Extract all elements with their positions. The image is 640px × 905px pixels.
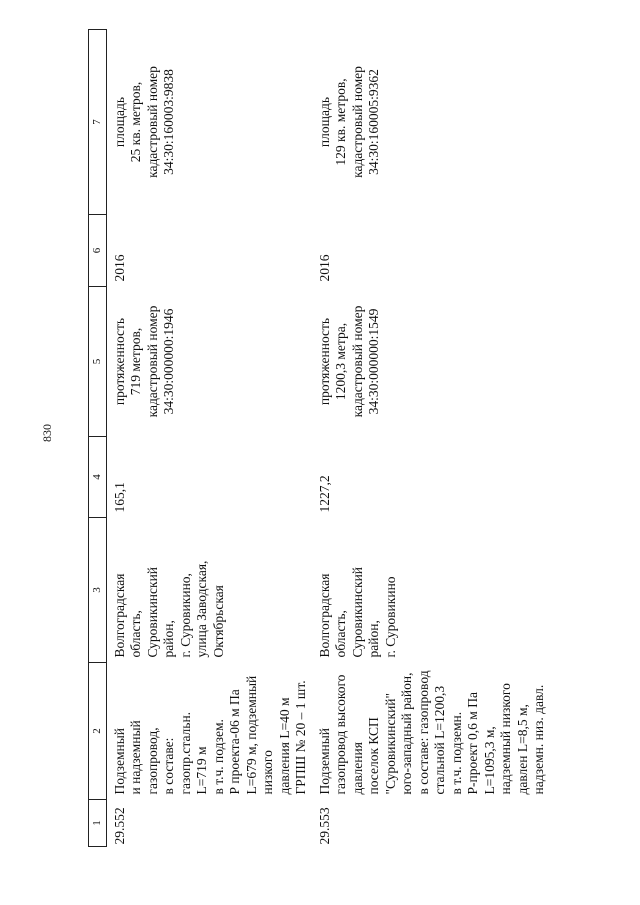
object-address-line: Волгоградская [317,573,332,658]
object-characteristics-line: 1200,3 метра, [333,322,349,401]
object-characteristics-line: кадастровый номер [349,305,365,418]
object-address-line: г. Суровикино [382,576,398,658]
object-address [107,518,313,663]
object-characteristics-line: 34:30:000000:1549 [366,308,382,415]
object-address-line: Суровикинский [349,566,365,658]
column-number: 3 [89,518,107,663]
object-characteristics-line: кадастровый номер [144,305,160,418]
object-description-line: газопр.стальн. [177,711,193,795]
object-description-line: надземный низкого [498,683,514,795]
object-description-line: Подземный [317,727,332,795]
object-value: 165,1 [112,482,127,513]
object-description-line: давления L=40 м [276,697,292,795]
column-number: 2 [89,663,107,800]
object-characteristics-line: протяженность [112,317,127,406]
object-note-line: 129 кв. метров, [333,78,349,166]
object-address-line: улица Заводская, [194,560,210,658]
object-note-line: площадь [112,96,127,148]
object-address-line: область, [333,610,349,658]
object-description-line: "Суровикинский" [382,692,398,795]
object-characteristics-line: 34:30:000000:1946 [161,308,177,415]
object-description-line: в т.ч. подземн. [448,711,464,795]
object-description-line: Подземный [112,727,127,795]
object-description-line: Р проекта-06 м Па [227,689,243,795]
object-characteristics-line: протяженность [317,317,332,406]
object-description-line: стальной L=1200,3 [432,685,448,795]
column-number: 5 [89,287,107,437]
row-number: 29.552 [112,807,127,845]
object-address-line: г. Суровикино, [177,573,193,658]
object-description-line: L=1095,3 м, [481,726,497,795]
column-number: 7 [89,30,107,215]
object-description-line: ГРПШ № 20 – 1 шт. [293,680,309,795]
object-description-line: давлен L=8,5 м, [514,704,530,795]
object-description-line: в т.ч. подзем. [210,719,226,795]
object-address-line: Суровикинский [144,566,160,658]
object-note-line: кадастровый номер [144,66,160,178]
object-note [107,30,313,215]
object-description-line: в составе: газопровод [415,670,431,795]
object-description-line: L=719 м [194,746,210,795]
object-description-line: L=679 м, подземный [243,675,259,795]
object-address-line: район, [161,620,177,658]
row-number: 29.553 [317,807,332,845]
object-description-line: низкого [260,750,276,795]
object-description-line: давления [349,742,365,795]
object-value: 1227,2 [317,475,332,513]
object-description-line: и надземный [128,720,144,795]
object-note-line: 25 кв. метров, [128,81,144,163]
object-description [107,663,313,800]
registry-table [88,29,548,847]
object-description-line: газопровод высокого [333,674,349,795]
object-description-line: юго-западный район, [399,672,415,795]
object-address-line: Октябрьская [210,585,226,658]
object-note-line: 34:30:160003:9838 [161,69,177,175]
object-note-line: кадастровый номер [349,66,365,178]
column-number: 4 [89,437,107,518]
commission-year: 2016 [112,254,127,282]
object-note [312,30,548,215]
object-note-line: 34:30:160005:9362 [366,69,382,175]
object-address-line: район, [366,620,382,658]
object-note-line: площадь [317,96,332,148]
page-number: 830 [40,424,54,442]
object-characteristics [107,287,313,437]
column-number: 6 [89,215,107,287]
table-row [312,30,548,847]
object-address [312,518,548,663]
object-characteristics [312,287,548,437]
column-number: 1 [89,800,107,847]
object-description-line: газопровод, [144,727,160,795]
object-description [312,663,548,800]
object-address-line: область, [128,610,144,658]
object-description-line: поселок КСП [366,717,382,795]
object-characteristics-line: 719 метров, [128,327,144,396]
table-row [107,30,313,847]
object-address-line: Волгоградская [112,573,127,658]
column-number-row [89,30,107,847]
object-description-line: надземн. низ. давл. [531,684,547,795]
commission-year: 2016 [317,254,332,282]
object-description-line: в составе: [161,737,177,795]
object-description-line: Р-проект 0,6 м Па [465,692,481,795]
